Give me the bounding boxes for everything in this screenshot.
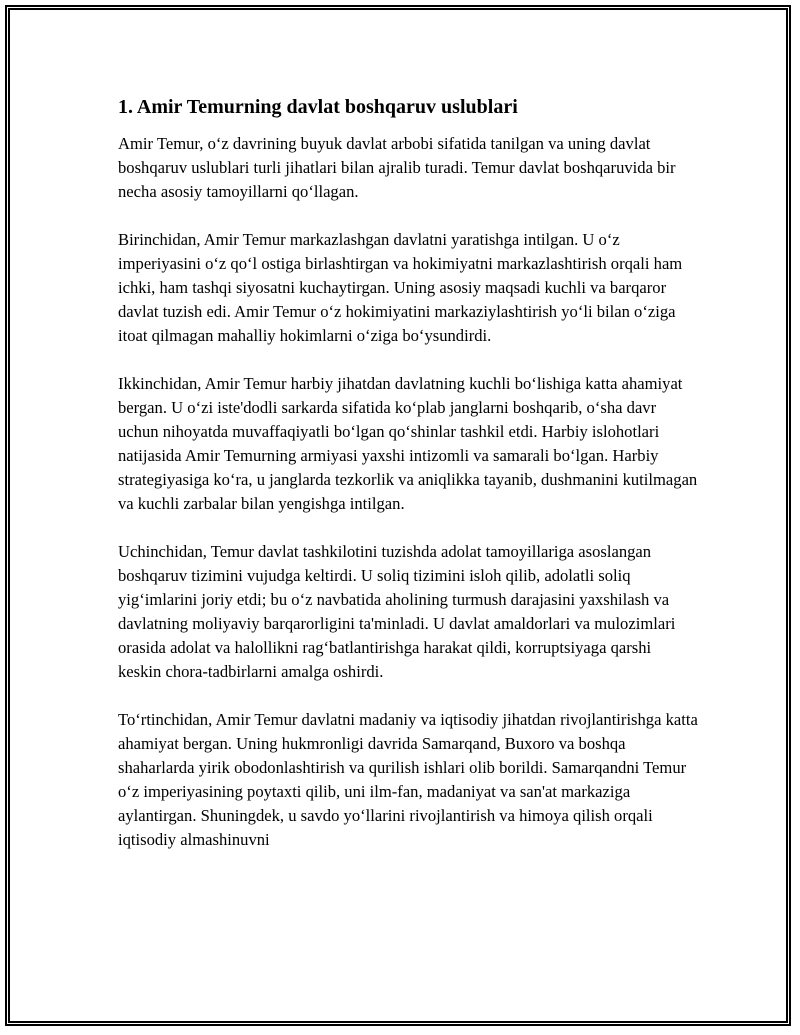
document-body: [118, 94, 698, 876]
paragraph-intro: Amir Temur, o‘z davrining buyuk davlat arbobi sifatida tanilgan va uning davlat boshqaruv uslublari turli jihatlari bilan ajralib turadi. Temur davlat boshqaruvida bir necha asosiy tamoyillarni qo‘llagan.: [118, 134, 676, 201]
section-heading: 1. Amir Temurning davlat boshqaruv uslublari: [118, 96, 518, 118]
paragraph-fourth: To‘rtinchidan, Amir Temur davlatni madaniy va iqtisodiy jihatdan rivojlantirishga katta ahamiyat bergan. Uning hukmronligi davrida Samarqand, Buxoro va boshqa shaharlarda yirik obodonlashtirish va qurilish ishlari olib borildi. Samarqandni Temur o‘z imperiyasining poytaxti qilib, uni ilm-fan, madaniyat va san'at markaziga aylantirgan. Shuningdek, u savdo yo‘llarini rivojlantirish va himoya qilish orqali iqtisodiy almashinuvni: [118, 710, 698, 849]
paragraph-first: Birinchidan, Amir Temur markazlashgan davlatni yaratishga intilgan. U o‘z imperiyasini o‘z qo‘l ostiga birlashtirgan va hokimiyatni markazlashtirish orqali ham ichki, ham tashqi siyosatni kuchaytirgan. Uning asosiy maqsadi kuchli va barqaror davlat tuzish edi. Amir Temur o‘z hokimiyatini markaziylashtirish yo‘li bilan o‘ziga itoat qilmagan mahalliy hokimlarni o‘ziga bo‘ysundirdi.: [118, 230, 683, 345]
paragraph-third: Uchinchidan, Temur davlat tashkilotini tuzishda adolat tamoyillariga asoslangan boshqaruv tizimini vujudga keltirdi. U soliq tizimini isloh qilib, adolatli soliq yig‘imlarini joriy etdi; bu o‘z navbatida aholining turmush darajasini yaxshilash va davlatning moliyaviy barqarorligini ta'minladi. U davlat amaldorlari va mulozimlari orasida adolat va halollikni rag‘batlantirishga harakat qildi, korruptsiyaga qarshi keskin chora-tadbirlarni amalga oshirdi.: [118, 542, 676, 681]
paragraph-second: Ikkinchidan, Amir Temur harbiy jihatdan davlatning kuchli bo‘lishiga katta ahamiyat bergan. U o‘zi iste'dodli sarkarda sifatida ko‘plab janglarni boshqarib, o‘sha davr uchun nihoyatda muvaffaqiyatli bo‘lgan qo‘shinlar tashkil etdi. Harbiy islohotlari natijasida Amir Temurning armiyasi yaxshi intizomli va samarali bo‘lgan. Harbiy strategiyasiga ko‘ra, u janglarda tezkorlik va aniqlikka tayanib, dushmanini kutilmagan va kuchli zarbalar bilan yengishga intilgan.: [118, 374, 698, 513]
